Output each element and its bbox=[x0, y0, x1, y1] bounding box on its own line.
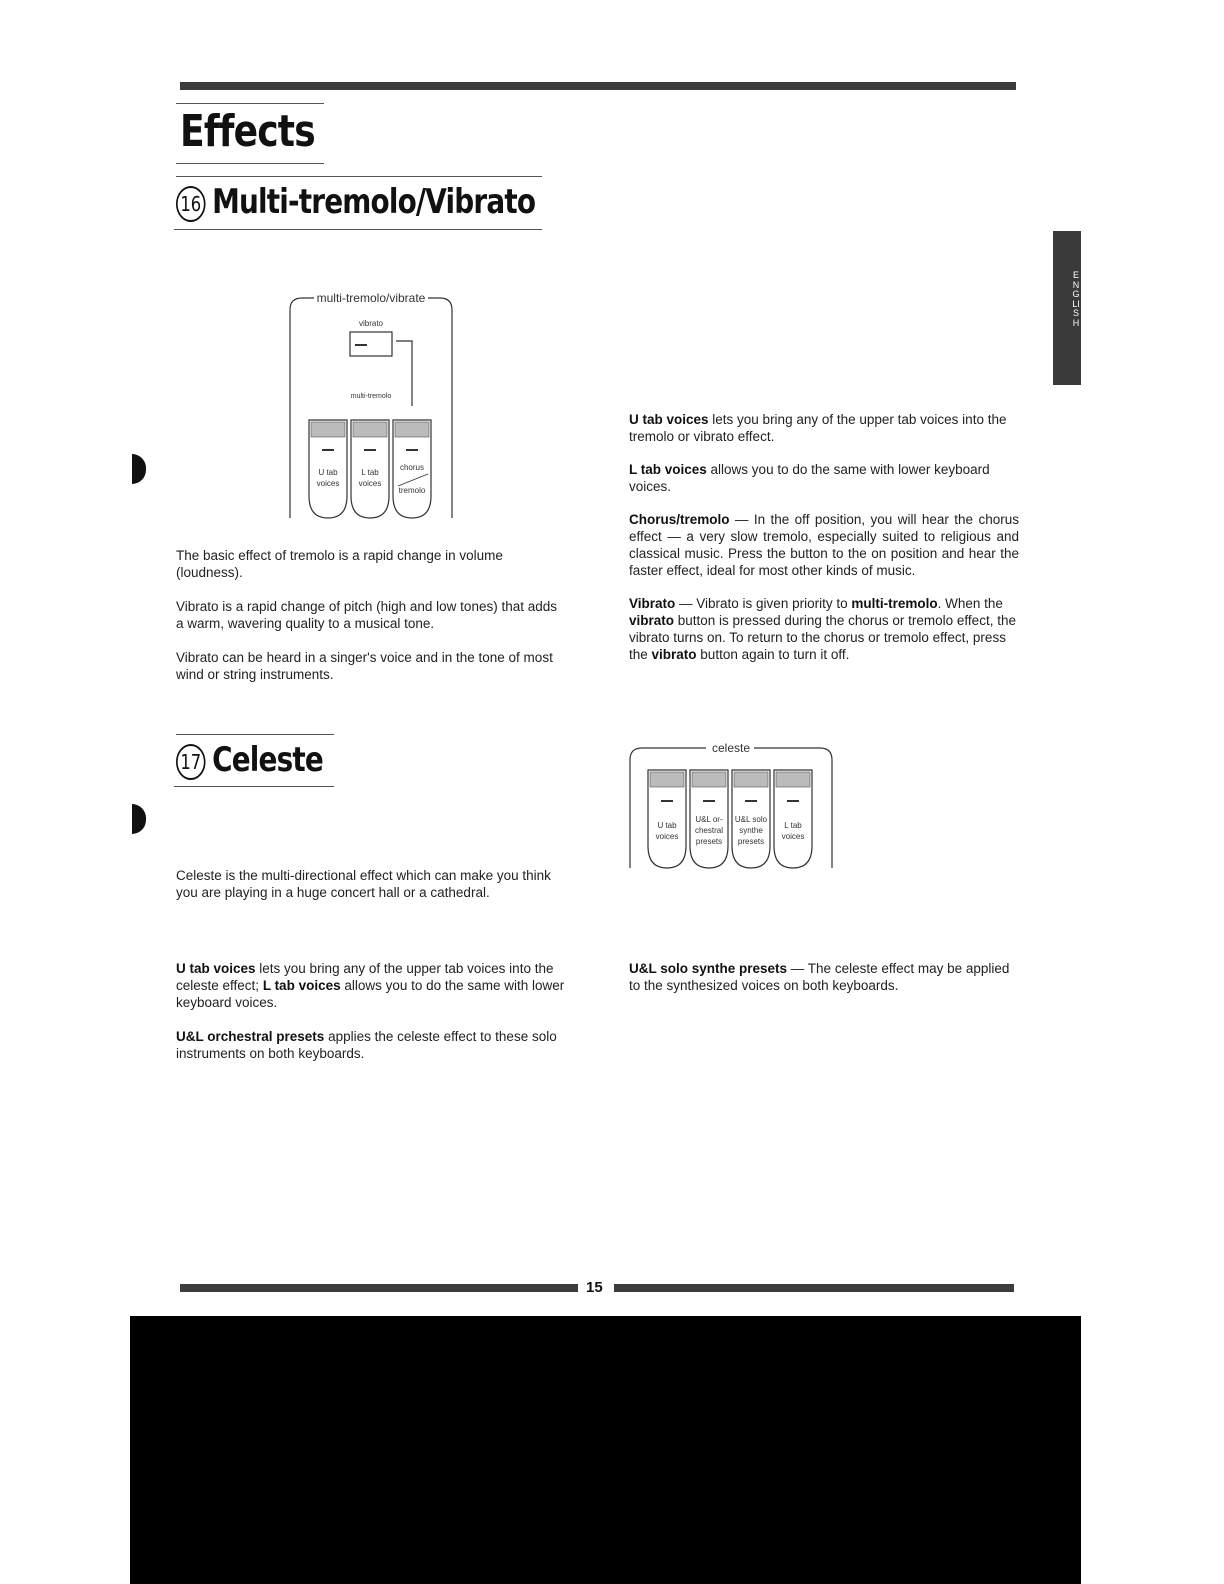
multi-tremolo-group-label: multi-tremolo/vibrate bbox=[316, 291, 426, 305]
section16-right-text bbox=[629, 411, 1019, 663]
section17-title: Celeste bbox=[212, 740, 324, 780]
vibrato-heard-description: Vibrato can be heard in a singer's voice and in the tone of most wind or string instruments. bbox=[176, 650, 553, 682]
svg-text:U tab: U tab bbox=[657, 821, 677, 830]
svg-text:L tab: L tab bbox=[784, 821, 802, 830]
footer-bar-right bbox=[614, 1284, 1014, 1292]
section16-left-text bbox=[176, 547, 566, 683]
celeste-l-tab-voices-button[interactable] bbox=[774, 770, 812, 868]
svg-text:L tab: L tab bbox=[361, 468, 379, 477]
chorus-tremolo-button[interactable] bbox=[393, 420, 431, 518]
l-tab-voices-button[interactable] bbox=[351, 420, 389, 518]
page-number: 15 bbox=[586, 1279, 603, 1296]
page-title-text: Effects bbox=[180, 106, 315, 157]
celeste-u-tab-voices-button[interactable] bbox=[648, 770, 686, 868]
heading-rule-bottom bbox=[176, 163, 324, 164]
svg-text:tremolo: tremolo bbox=[398, 486, 426, 495]
l-tab-voices-paragraph: L tab voices allows you to do the same with lower keyboard voices. bbox=[629, 462, 990, 494]
tremolo-description: The basic effect of tremolo is a rapid change in volume (loudness). bbox=[176, 548, 503, 580]
svg-text:U&L solo: U&L solo bbox=[734, 815, 768, 824]
page-title bbox=[180, 106, 345, 157]
section17-heading bbox=[176, 740, 355, 780]
top-rule-bar bbox=[180, 82, 1016, 90]
celeste-intro-text: Celeste is the multi-directional effect which can make you think you are playing in a huge concert hall or a cathedral. bbox=[176, 868, 551, 900]
svg-text:U&L or-: U&L or- bbox=[695, 815, 723, 824]
section17-rule-top bbox=[176, 734, 334, 735]
section16-heading bbox=[176, 182, 614, 222]
svg-text:U tab: U tab bbox=[318, 468, 338, 477]
u-tab-voices-button[interactable] bbox=[309, 420, 347, 518]
language-side-tab-label: ENGLISH bbox=[1072, 270, 1080, 328]
vibrato-label: vibrato bbox=[358, 319, 384, 328]
footer-bar-left bbox=[180, 1284, 578, 1292]
celeste-panel-diagram bbox=[626, 738, 836, 872]
celeste-group-label: celeste bbox=[711, 741, 751, 755]
vibrato-description: Vibrato is a rapid change of pitch (high and low tones) that adds a warm, wavering quality to a musical tone. bbox=[176, 599, 557, 631]
u-tab-voices-paragraph: U tab voices lets you bring any of the upper tab voices into the tremolo or vibrato effect. bbox=[629, 412, 1007, 444]
multi-tremolo-label: multi-tremolo bbox=[350, 393, 392, 400]
margin-marker bbox=[132, 804, 146, 834]
svg-text:synthe: synthe bbox=[739, 826, 763, 835]
svg-text:chestral: chestral bbox=[694, 826, 724, 835]
celeste-orchestral-paragraph: U&L orchestral presets applies the celeste effect to these solo instruments on both keyboards. bbox=[176, 1029, 557, 1061]
scan-dark-region bbox=[130, 1316, 1081, 1584]
section16-rule-top bbox=[176, 176, 542, 177]
celeste-u-tab-paragraph: U tab voices lets you bring any of the upper tab voices into the celeste effect; L tab voices allows you to do the same with lower keyboard voices. bbox=[176, 961, 565, 1010]
svg-text:presets: presets bbox=[737, 837, 765, 846]
margin-marker bbox=[132, 454, 146, 484]
svg-text:voices: voices bbox=[316, 479, 340, 488]
vibrato-paragraph: Vibrato — Vibrato is given priority to multi-tremolo. When the vibrato button is pressed during the chorus or tremolo effect, the vibrato turns on. To return to the chorus or tremolo effect, press the vibrato button again to turn it off. bbox=[629, 596, 1016, 662]
section17-rule-bottom bbox=[174, 786, 334, 787]
multi-tremolo-panel-diagram bbox=[286, 286, 456, 522]
celeste-intro bbox=[176, 867, 568, 901]
celeste-orchestral-presets-button[interactable] bbox=[690, 770, 728, 868]
svg-text:chorus: chorus bbox=[399, 463, 425, 472]
section16-rule-bottom bbox=[174, 229, 542, 230]
section16-number: 16 bbox=[176, 186, 206, 222]
svg-text:voices: voices bbox=[358, 479, 382, 488]
svg-text:presets: presets bbox=[695, 837, 723, 846]
section17-number: 17 bbox=[176, 744, 206, 780]
svg-text:voices: voices bbox=[781, 832, 805, 841]
section17-left-text bbox=[176, 960, 566, 1062]
language-side-tab bbox=[1053, 231, 1081, 385]
section17-right-text bbox=[629, 960, 1019, 994]
heading-rule-top bbox=[176, 103, 324, 104]
celeste-solo-synthe-presets-button[interactable] bbox=[732, 770, 770, 868]
chorus-tremolo-paragraph: Chorus/tremolo — In the off position, you will hear the chorus effect — a very slow tremolo, especially suited to religious and classical music. Press the button to the on position and hear the faster effect, ideal for most other kinds of music. bbox=[629, 512, 1019, 578]
section16-title: Multi-tremolo/Vibrato bbox=[212, 182, 536, 222]
celeste-solo-paragraph: U&L solo synthe presets — The celeste effect may be applied to the synthesized voices on both keyboards. bbox=[629, 961, 1010, 993]
svg-text:voices: voices bbox=[655, 832, 679, 841]
